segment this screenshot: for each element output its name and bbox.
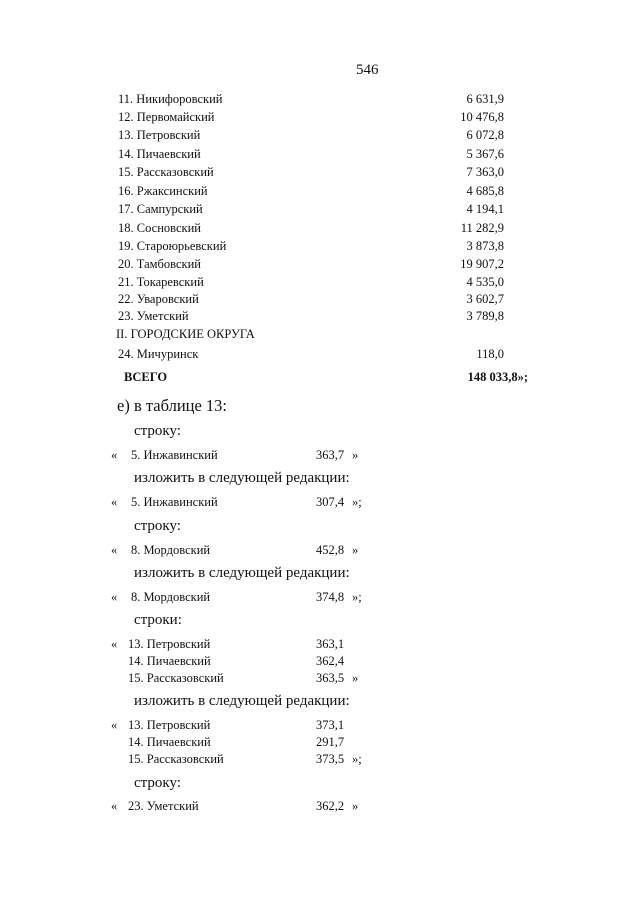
table-row-name: 19. Староюрьевский — [118, 239, 227, 253]
amend-row-value: 363,5 — [316, 671, 345, 685]
table-row-name: 12. Первомайский — [118, 110, 215, 124]
table-row-name: 14. Пичаевский — [118, 147, 201, 161]
amend-row-value: 362,4 — [316, 654, 345, 668]
table-row-name: 21. Токаревский — [118, 275, 204, 289]
amend-row-value: 373,5 — [316, 752, 345, 766]
table-row-name: 18. Сосновский — [118, 221, 201, 235]
replace-phrase: изложить в следующей редакции: — [134, 470, 350, 486]
table-row-value: 19 907,2 — [460, 257, 504, 271]
table-row-name: 15. Рассказовский — [118, 165, 214, 179]
table-row-name: 22. Уваровский — [118, 292, 199, 306]
amend-row-value: 307,4 — [316, 495, 345, 509]
quote-close: » — [352, 543, 359, 557]
table-row-value: 6 072,8 — [466, 128, 504, 142]
amend-row-name: 5. Инжавинский — [131, 495, 218, 509]
table-row-value: 11 282,9 — [460, 221, 504, 235]
table-row-value: 3 873,8 — [466, 239, 504, 253]
table-row-value: 3 602,7 — [466, 292, 504, 306]
quote-open: « — [111, 495, 118, 509]
total-label: ВСЕГО — [124, 370, 168, 384]
amend-row-value: 373,1 — [316, 718, 345, 732]
amend-row-name: 5. Инжавинский — [131, 448, 218, 462]
amend-row-value: 291,7 — [316, 735, 345, 749]
table-row-value: 5 367,6 — [466, 147, 504, 161]
replace-phrase: изложить в следующей редакции: — [134, 693, 350, 709]
city-row-value: 118,0 — [476, 347, 504, 361]
replace-phrase: изложить в следующей редакции: — [134, 565, 350, 581]
amend-row-name: 8. Мордовский — [131, 590, 211, 604]
table-row-name: 13. Петровский — [118, 128, 201, 142]
amend-row-name: 13. Петровский — [128, 637, 211, 651]
quote-close: » — [352, 448, 359, 462]
amend-heading: е) в таблице 13: — [117, 396, 228, 415]
quote-open: « — [111, 799, 118, 813]
table-row-value: 4 194,1 — [466, 202, 504, 216]
table-row-name: 11. Никифоровский — [118, 92, 223, 106]
table-row-value: 3 789,8 — [466, 309, 504, 323]
amend-row-value: 452,8 — [316, 543, 345, 557]
amend-row-name: 23. Уметский — [128, 799, 199, 813]
table-row-name: 20. Тамбовский — [118, 257, 201, 271]
city-row-name: 24. Мичуринск — [118, 347, 199, 361]
section-header: II. ГОРОДСКИЕ ОКРУГА — [116, 327, 255, 341]
quote-open: « — [111, 637, 118, 651]
quote-close: »; — [352, 495, 362, 509]
amend-row-name: 14. Пичаевский — [128, 654, 211, 668]
amend-row-name: 15. Рассказовский — [128, 671, 224, 685]
table-row-value: 4 535,0 — [466, 275, 504, 289]
total-value: 148 033,8»; — [467, 370, 528, 384]
quote-open: « — [111, 543, 118, 557]
quote-close: »; — [352, 752, 362, 766]
table-row-value: 4 685,8 — [466, 184, 504, 198]
table-row-value: 10 476,8 — [460, 110, 504, 124]
table-row-value: 6 631,9 — [466, 92, 504, 106]
row-phrase: строку: — [134, 775, 181, 791]
amend-row-name: 15. Рассказовский — [128, 752, 224, 766]
table-row-name: 16. Ржаксинский — [118, 184, 208, 198]
table-row-value: 7 363,0 — [466, 165, 504, 179]
quote-open: « — [111, 590, 118, 604]
page-number: 546 — [356, 62, 379, 78]
amend-row-name: 8. Мордовский — [131, 543, 211, 557]
table-row-name: 17. Сампурский — [118, 202, 203, 216]
amend-row-name: 13. Петровский — [128, 718, 211, 732]
quote-open: « — [111, 718, 118, 732]
amend-row-value: 363,1 — [316, 637, 345, 651]
quote-open: « — [111, 448, 118, 462]
row-phrase: строки: — [134, 612, 182, 628]
quote-close: » — [352, 799, 359, 813]
amend-row-value: 363,7 — [316, 448, 345, 462]
quote-close: » — [352, 671, 359, 685]
amend-row-name: 14. Пичаевский — [128, 735, 211, 749]
amend-row-value: 374,8 — [316, 590, 345, 604]
quote-close: »; — [352, 590, 362, 604]
amend-row-value: 362,2 — [316, 799, 345, 813]
row-phrase: строку: — [134, 518, 181, 534]
table-row-name: 23. Уметский — [118, 309, 189, 323]
row-phrase: строку: — [134, 423, 181, 439]
